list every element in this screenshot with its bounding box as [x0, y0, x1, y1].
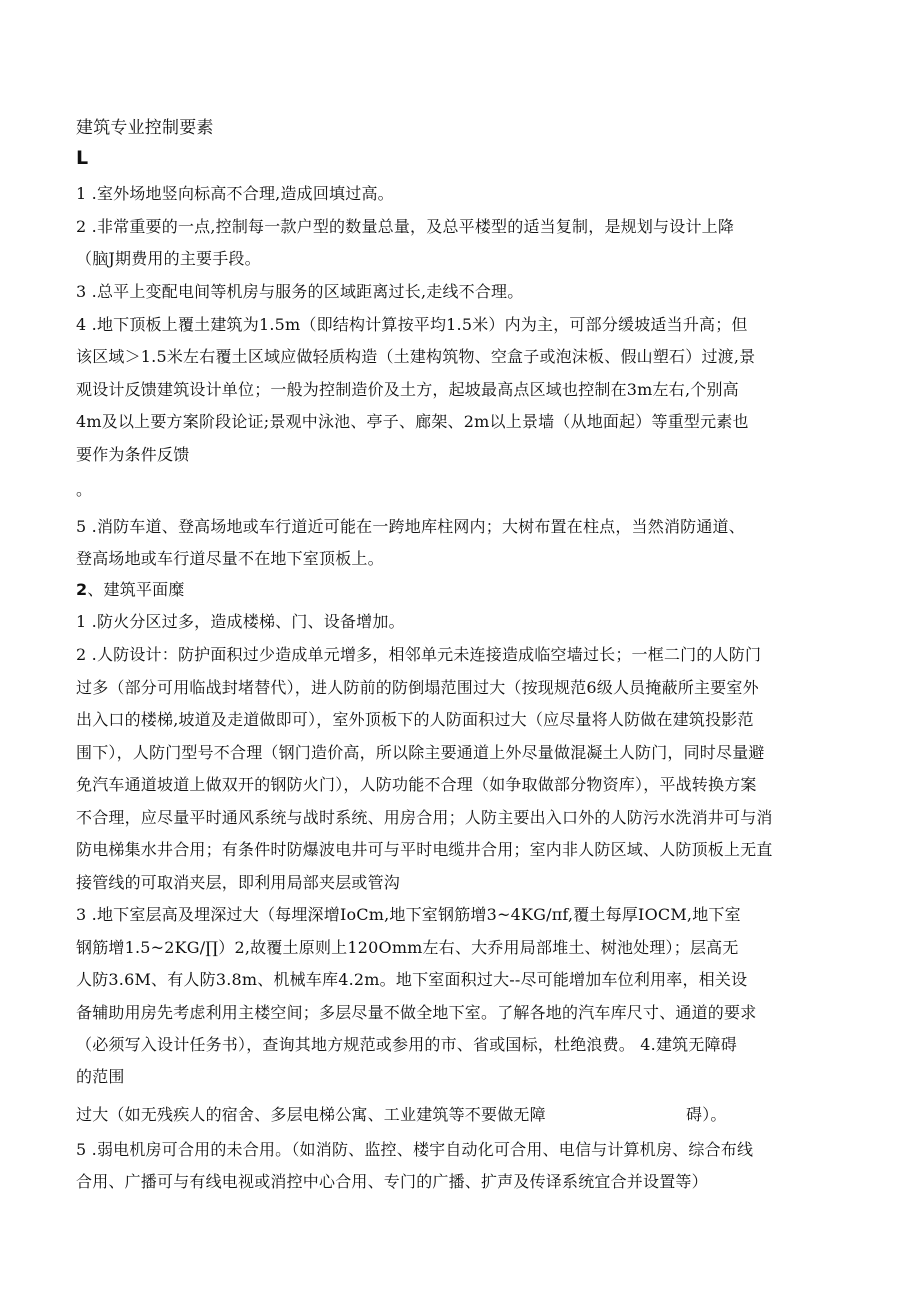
paragraph-line: 2 .人防设计：防护面积过少造成单元增多，相邻单元未连接造成临空墙过长；一框二门的人防门: [76, 645, 762, 664]
paragraph-line: 5 .弱电机房可合用的未合用。（如消防、监控、楼宇自动化可合用、电信与计算机房、综合布线: [76, 1140, 754, 1159]
paragraph-line: 2 .非常重要的一点,控制每一款户型的数量总量，及总平楼型的适当复制，是规划与设计上降: [76, 217, 735, 236]
paragraph-line: （脑J期费用的主要手段。: [76, 249, 261, 268]
paragraph-line: 过多（部分可用临战封堵替代），进人防前的防倒塌范围过大（按现规范6级人员掩蔽所主要室外: [76, 678, 759, 697]
paragraph-line: 4 .地下顶板上覆土建筑为1.5m（即结构计算按平均1.5米）内为主，可部分缓坡适当升高；但: [76, 315, 748, 334]
paragraph-line: 围下），人防门型号不合理（钢门造价高，所以除主要通道上外尽量做混凝土人防门，同时尽量避: [76, 743, 765, 762]
paragraph-line: 1 .防火分区过多，造成楼梯、门、设备增加。: [76, 612, 405, 631]
paragraph-line: 出入口的楼梯,坡道及走道做即可），室外顶板下的人防面积过大（应尽量将人防做在建筑投影范: [76, 710, 754, 729]
paragraph-line-right: 碍）。: [686, 1105, 727, 1124]
paragraph-line: 3 .地下室层高及埋深过大（每埋深增IoCm,地下室钢筋增3~4KG∕πf,覆土每厚IOCM,地下室: [76, 905, 741, 924]
section-number: 2: [76, 580, 88, 599]
paragraph-line: 3 .总平上变配电间等机房与服务的区域距离过长,走线不合理。: [76, 282, 524, 301]
paragraph-line: 合用、广播可与有线电视或消控中心合用、专门的广播、扩声及传译系统宜合并设置等）: [76, 1172, 708, 1191]
paragraph-line: 备辅助用房先考虑利用主楼空间；多层尽量不做全地下室。了解各地的汽车库尺寸、通道的要求: [76, 1003, 757, 1022]
paragraph-line-left: 过大（如无残疾人的宿舍、多层电梯公寓、工业建筑等不要做无障: [76, 1105, 546, 1124]
paragraph-line: 防电梯集水井合用；有条件时防爆波电井可与平时电缆井合用；室内非人防区域、人防顶板上无直: [76, 840, 773, 859]
paragraph-line: 。: [76, 480, 93, 499]
paragraph-line: （必须写入设计任务书），查询其地方规范或参用的市、省或国标，杜绝浪费。 4.建筑无障碍: [76, 1035, 737, 1054]
section-title: 、建筑平面糜: [87, 580, 185, 599]
paragraph-line: 人防3.6M、有人防3.8m、机械车库4.2m。地下室面积过大--尽可能增加车位利用率，相关设: [76, 970, 748, 989]
page-title: 建筑专业控制要素: [76, 118, 214, 138]
paragraph-line: 不合理，应尽量平时通风系统与战时系统、用房合用；人防主要出入口外的人防污水洗消井可与消: [76, 808, 773, 827]
paragraph-line: 要作为条件反馈: [76, 445, 190, 464]
paragraph-line: 登高场地或车行道尽量不在地下室顶板上。: [76, 549, 384, 568]
paragraph-line: 观设计反馈建筑设计单位；一般为控制造价及土方，起坡最高点区域也控制在3m左右,个别高: [76, 380, 739, 399]
section-marker: L: [76, 147, 89, 169]
paragraph-line: 的范围: [76, 1067, 125, 1086]
paragraph-line: 4m及以上要方案阶段论证;景观中泳池、亭子、廊架、2m以上景墙（从地面起）等重型元素也: [76, 412, 749, 431]
paragraph-line: 1 .室外场地竖向标高不合理,造成回填过高。: [76, 184, 394, 203]
paragraph-line: 5 .消防车道、登高场地或车行道近可能在一跨地库柱网内；大树布置在柱点，当然消防通道、: [76, 517, 745, 536]
paragraph-line: 免汽车通道坡道上做双开的钢防火门），人防功能不合理（如争取做部分物资库），平战转换方案: [76, 775, 757, 794]
paragraph-line: 接管线的可取消夹层，即利用局部夹层或管沟: [76, 873, 401, 892]
paragraph-line: 钢筋增1.5~2KG∕∏）2,故覆土原则上120Omm左右、大乔用局部堆土、树池处理）；层高无: [76, 938, 739, 957]
section-heading: [76, 580, 185, 600]
paragraph-line: 该区域＞1.5米左右覆土区域应做轻质构造（土建构筑物、空盒子或泡沫板、假山塑石）过渡,景: [76, 347, 756, 366]
